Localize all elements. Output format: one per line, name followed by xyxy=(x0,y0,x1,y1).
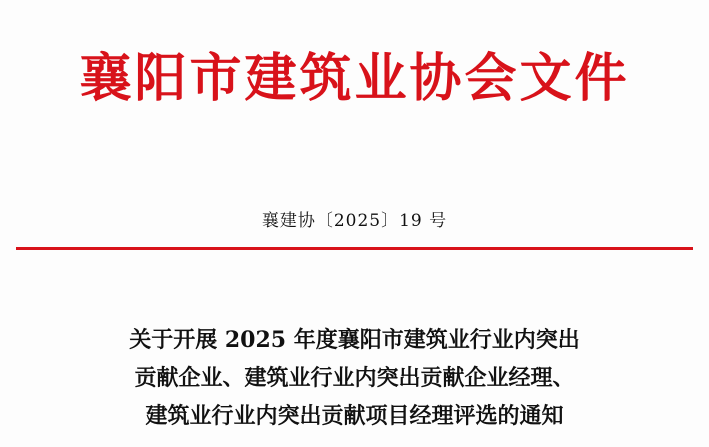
notice-title-line-2: 贡献企业、建筑业行业内突出贡献企业经理、 xyxy=(134,364,575,391)
notice-title xyxy=(58,322,651,435)
notice-title-line-1: 关于开展 2025 年度襄阳市建筑业行业内突出 xyxy=(129,327,580,353)
document-header-title: 襄阳市建筑业协会文件 xyxy=(79,48,630,109)
notice-title-line-3: 建筑业行业内突出贡献项目经理评选的通知 xyxy=(145,402,564,429)
document-number: 襄建协〔2025〕19 号 xyxy=(261,211,448,231)
red-separator-rule xyxy=(16,247,693,250)
